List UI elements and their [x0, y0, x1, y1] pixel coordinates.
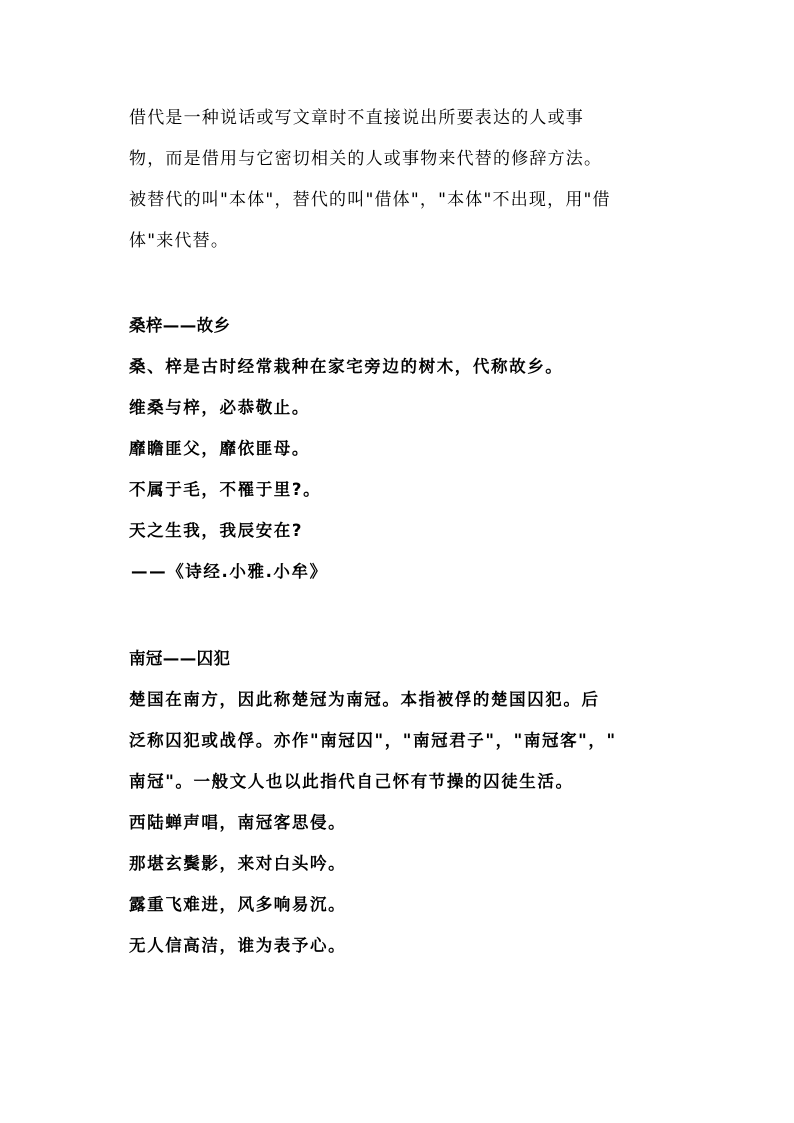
intro-line: 体"来代替。 — [129, 231, 230, 251]
section-heading: 南冠——囚犯 — [129, 649, 231, 668]
section-explanation-line: 南冠"。一般文人也以此指代自己怀有节操的囚徒生活。 — [129, 772, 574, 791]
poem-line: 那堪玄鬓影，来对白头吟。 — [129, 854, 347, 873]
section-nanguan — [129, 643, 709, 971]
intro-paragraph — [129, 100, 689, 264]
section-sangzi — [129, 310, 709, 597]
poem-source: ——《诗经.小雅.小牟》 — [131, 562, 328, 581]
poem-line: 无人信高洁，谁为表予心。 — [129, 936, 347, 955]
poem-line: 不属于毛，不罹于里?。 — [129, 480, 322, 499]
intro-line: 借代是一种说话或写文章时不直接说出所要表达的人或事 — [129, 108, 584, 128]
intro-line: 被替代的叫"本体"，替代的叫"借体"，"本体"不出现，用"借 — [129, 190, 611, 210]
section-explanation-line: 楚国在南方，因此称楚冠为南冠。本指被俘的楚国囚犯。后 — [129, 690, 600, 709]
poem-line: 西陆蝉声唱，南冠客思侵。 — [129, 813, 347, 832]
poem-line: 靡瞻匪父，靡依匪母。 — [129, 439, 310, 458]
section-explanation-line: 泛称囚犯或战俘。亦作"南冠囚"，"南冠君子"，"南冠客"，" — [129, 731, 617, 750]
intro-line: 物，而是借用与它密切相关的人或事物来代替的修辞方法。 — [129, 149, 603, 169]
section-explanation: 桑、梓是古时经常栽种在家宅旁边的树木，代称故乡。 — [129, 357, 564, 376]
poem-line: 露重飞难进，风多响易沉。 — [129, 895, 347, 914]
section-heading: 桑梓——故乡 — [129, 316, 231, 335]
poem-line: 维桑与梓，必恭敬止。 — [129, 398, 310, 417]
poem-line: 天之生我，我辰安在? — [129, 521, 304, 540]
